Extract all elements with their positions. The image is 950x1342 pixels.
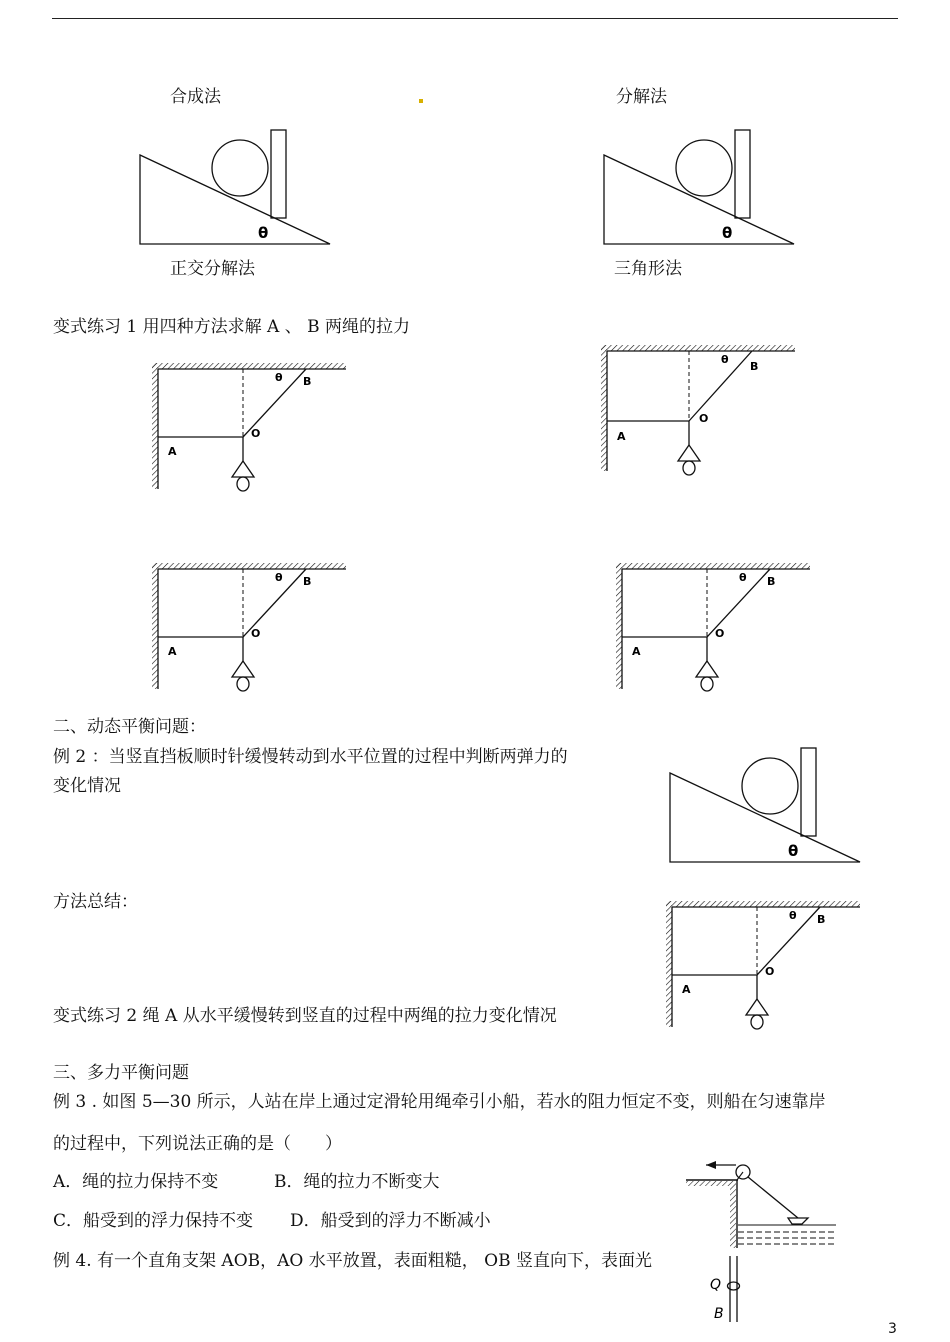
variant-practice-1: 变式练习 1 用四种方法求解 A 、 B 两绳的拉力 bbox=[53, 317, 411, 337]
rope-lamp-figure-4 bbox=[612, 560, 812, 695]
svg-text:θ: θ bbox=[739, 571, 747, 584]
method-summary: 方法总结： bbox=[53, 892, 138, 912]
svg-text:O: O bbox=[715, 627, 725, 640]
theta-label: θ bbox=[722, 224, 733, 242]
example-3-line-1: 例 3 . 如图 5—30 所示，人站在岸上通过定滑轮用绳牵引小船，若水的阻力恒定不变，则船在匀速靠岸 bbox=[53, 1092, 826, 1112]
incline-ball-figure-right bbox=[600, 126, 800, 250]
rope-lamp-figure-variant2 bbox=[662, 898, 862, 1033]
svg-text:θ: θ bbox=[275, 571, 283, 584]
pulley-boat-figure bbox=[684, 1156, 840, 1250]
theta-label: θ bbox=[788, 842, 799, 860]
variant-practice-2: 变式练习 2 绳 A 从水平缓慢转到竖直的过程中两绳的拉力变化情况 bbox=[53, 1006, 557, 1026]
example-2-line-2: 变化情况 bbox=[53, 776, 121, 796]
svg-text:θ: θ bbox=[789, 909, 797, 922]
svg-text:O: O bbox=[251, 627, 261, 640]
method-orthogonal: 正交分解法 bbox=[170, 259, 255, 279]
section-3-heading: 三、多力平衡问题 bbox=[53, 1063, 189, 1083]
svg-text:B: B bbox=[303, 575, 312, 588]
rope-lamp-figure-1 bbox=[148, 360, 348, 495]
svg-text:O: O bbox=[251, 427, 261, 440]
example-2-line-1: 例 2 ：当竖直挡板顺时针缓慢转动到水平位置的过程中判断两弹力的 bbox=[53, 747, 568, 767]
theta-label: θ bbox=[258, 224, 269, 242]
example-3-line-2: 的过程中，下列说法正确的是（ ） bbox=[53, 1134, 342, 1154]
svg-text:θ: θ bbox=[275, 371, 283, 384]
option-a: A．绳的拉力保持不变 bbox=[53, 1172, 219, 1192]
method-decomposition: 分解法 bbox=[616, 87, 667, 107]
header-rule bbox=[52, 18, 898, 19]
svg-text:B: B bbox=[303, 375, 312, 388]
svg-text:A: A bbox=[168, 645, 177, 658]
svg-text:A: A bbox=[632, 645, 641, 658]
page-number: 3 bbox=[888, 1321, 897, 1337]
svg-text:B: B bbox=[714, 1306, 724, 1322]
rod-support-figure bbox=[706, 1254, 756, 1324]
svg-text:Q: Q bbox=[710, 1277, 722, 1293]
rope-lamp-figure-3 bbox=[148, 560, 348, 695]
section-2-heading: 二、动态平衡问题： bbox=[53, 717, 206, 737]
svg-text:A: A bbox=[617, 430, 626, 443]
rope-lamp-figure-2 bbox=[597, 342, 797, 477]
svg-text:A: A bbox=[682, 983, 691, 996]
option-c: C．船受到的浮力保持不变 bbox=[53, 1211, 254, 1231]
svg-text:O: O bbox=[699, 412, 709, 425]
incline-ball-figure-example2 bbox=[666, 744, 866, 868]
method-synthesis: 合成法 bbox=[170, 87, 221, 107]
svg-text:B: B bbox=[767, 575, 776, 588]
yellow-dot-mark bbox=[419, 99, 423, 103]
svg-text:O: O bbox=[765, 965, 775, 978]
svg-text:B: B bbox=[750, 360, 759, 373]
svg-text:B: B bbox=[817, 913, 826, 926]
svg-text:A: A bbox=[168, 445, 177, 458]
example-4-line-1: 例 4. 有一个直角支架 AOB，AO 水平放置，表面粗糙， OB 竖直向下，表面光 bbox=[53, 1251, 652, 1271]
svg-text:θ: θ bbox=[721, 353, 729, 366]
method-triangle: 三角形法 bbox=[614, 259, 682, 279]
option-d: D．船受到的浮力不断减小 bbox=[290, 1211, 491, 1231]
option-b: B．绳的拉力不断变大 bbox=[274, 1172, 440, 1192]
incline-ball-figure-left bbox=[136, 126, 336, 250]
